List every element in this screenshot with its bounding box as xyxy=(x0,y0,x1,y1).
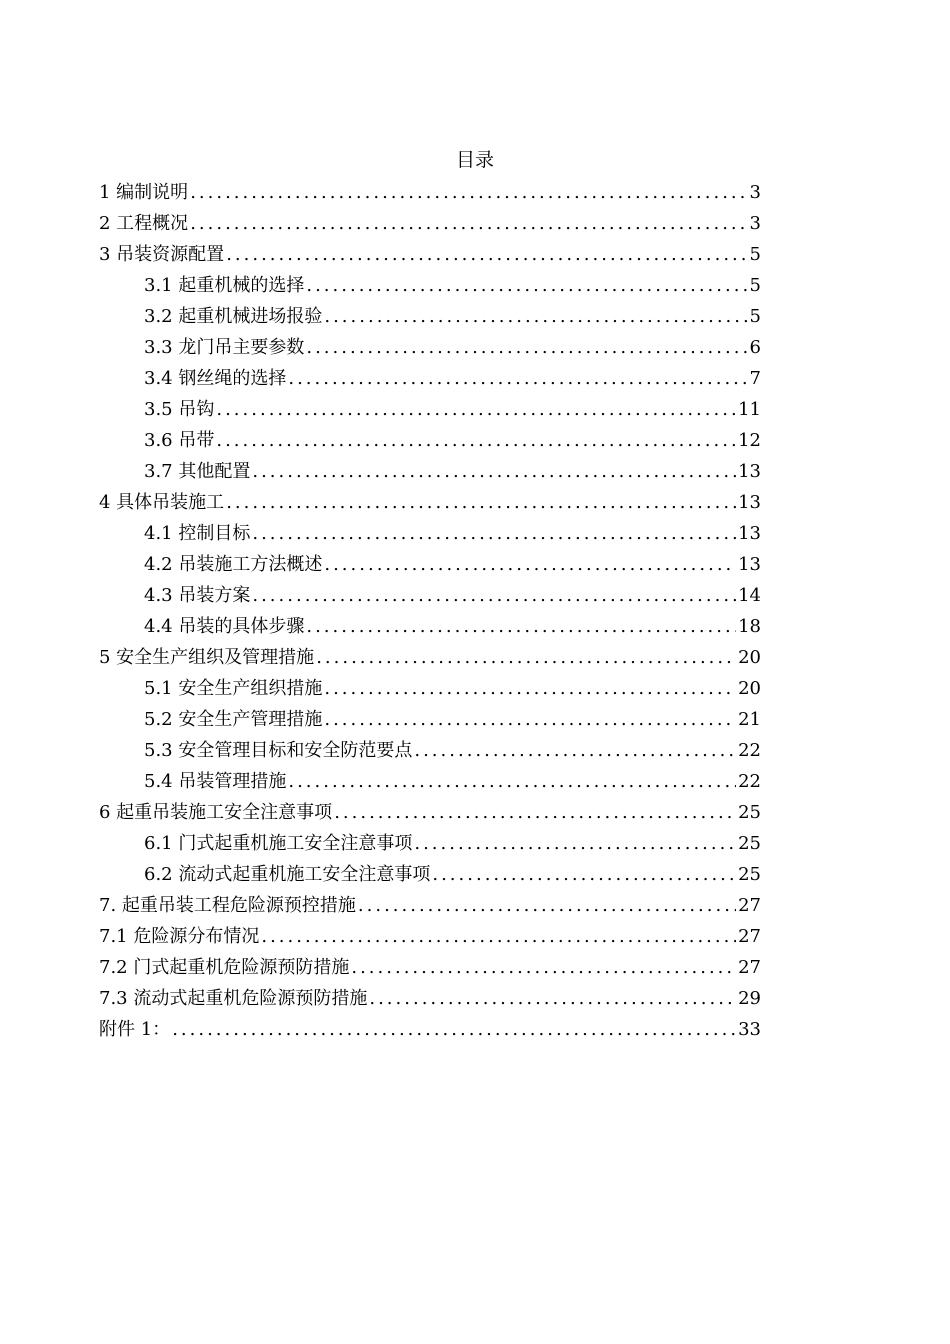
toc-entry-page-number: 13 xyxy=(738,554,761,575)
toc-dot-leader xyxy=(351,952,736,983)
toc-dot-leader xyxy=(252,580,736,611)
toc-entry-label: 6.1 门式起重机施工安全注意事项 xyxy=(144,833,413,854)
toc-entry[interactable] xyxy=(99,456,761,487)
toc-entry-page-number: 33 xyxy=(738,1019,761,1040)
toc-entry-page-number: 3 xyxy=(749,213,761,234)
toc-title: 目录 xyxy=(455,149,494,171)
toc-entry-label: 7. 起重吊装工程危险源预控措施 xyxy=(99,895,356,916)
toc-entry-page-number: 22 xyxy=(738,740,761,761)
toc-entry[interactable] xyxy=(99,301,761,332)
toc-dot-leader xyxy=(369,983,736,1014)
toc-entry-page-number: 7 xyxy=(749,368,761,389)
toc-entry-page-number: 13 xyxy=(738,492,761,513)
toc-entry-page-number: 5 xyxy=(749,244,761,265)
toc-entry-page-number: 25 xyxy=(738,802,761,823)
toc-dot-leader xyxy=(190,177,747,208)
toc-entry-page-number: 13 xyxy=(738,461,761,482)
toc-entry-page-number: 13 xyxy=(738,523,761,544)
toc-entry[interactable] xyxy=(99,518,761,549)
toc-entry-label: 4.3 吊装方案 xyxy=(144,585,251,606)
toc-entry-label: 4.1 控制目标 xyxy=(144,523,251,544)
toc-dot-leader xyxy=(261,921,736,952)
toc-dot-leader xyxy=(414,735,736,766)
toc-entry-label: 3.7 其他配置 xyxy=(144,461,251,482)
toc-entry-page-number: 27 xyxy=(738,926,761,947)
toc-entry-page-number: 20 xyxy=(738,678,761,699)
toc-entry[interactable] xyxy=(99,735,761,766)
toc-entry[interactable] xyxy=(99,394,761,425)
toc-entry-page-number: 14 xyxy=(738,585,761,606)
toc-entry-label: 附件 1： xyxy=(99,1019,171,1040)
toc-dot-leader xyxy=(172,1014,736,1045)
toc-entry-label: 3.1 起重机械的选择 xyxy=(144,275,305,296)
toc-entry-label: 5 安全生产组织及管理措施 xyxy=(99,647,315,668)
toc-entry-page-number: 27 xyxy=(738,957,761,978)
toc-dot-leader xyxy=(358,890,736,921)
toc-entry-label: 5.2 安全生产管理措施 xyxy=(144,709,323,730)
toc-entry-label: 7.1 危险源分布情况 xyxy=(99,926,260,947)
toc-entry[interactable] xyxy=(99,921,761,952)
toc-entry[interactable] xyxy=(99,208,761,239)
toc-entry[interactable] xyxy=(99,983,761,1014)
toc-entry-page-number: 25 xyxy=(738,833,761,854)
toc-entry-page-number: 22 xyxy=(738,771,761,792)
toc-dot-leader xyxy=(288,363,747,394)
toc-entry-label: 7.3 流动式起重机危险源预防措施 xyxy=(99,988,368,1009)
toc-entry-label: 4.2 吊装施工方法概述 xyxy=(144,554,323,575)
toc-entry[interactable] xyxy=(99,828,761,859)
toc-entry-page-number: 20 xyxy=(738,647,761,668)
toc-entry-label: 3.2 起重机械进场报验 xyxy=(144,306,323,327)
toc-entry-label: 5.4 吊装管理措施 xyxy=(144,771,287,792)
toc-entry-label: 3 吊装资源配置 xyxy=(99,244,225,265)
toc-entry[interactable] xyxy=(99,890,761,921)
toc-dot-leader xyxy=(324,301,747,332)
toc-entry-label: 2 工程概况 xyxy=(99,213,189,234)
toc-entry-page-number: 11 xyxy=(738,399,761,420)
toc-entry-page-number: 27 xyxy=(738,895,761,916)
toc-entry-page-number: 12 xyxy=(738,430,761,451)
toc-entry[interactable] xyxy=(99,797,761,828)
toc-entry-page-number: 18 xyxy=(738,616,761,637)
toc-dot-leader xyxy=(306,611,736,642)
toc-entry[interactable] xyxy=(99,549,761,580)
toc-entry-label: 6 起重吊装施工安全注意事项 xyxy=(99,802,333,823)
toc-entry[interactable] xyxy=(99,704,761,735)
toc-dot-leader xyxy=(324,704,736,735)
toc-entry-page-number: 6 xyxy=(749,337,761,358)
toc-entry-page-number: 5 xyxy=(749,275,761,296)
toc-entry-label: 5.1 安全生产组织措施 xyxy=(144,678,323,699)
toc-entry[interactable] xyxy=(99,332,761,363)
toc-dot-leader xyxy=(334,797,736,828)
toc-dot-leader xyxy=(414,828,736,859)
toc-dot-leader xyxy=(216,425,736,456)
toc-entry-label: 7.2 门式起重机危险源预防措施 xyxy=(99,957,350,978)
toc-entry[interactable] xyxy=(99,611,761,642)
toc-entry-label: 5.3 安全管理目标和安全防范要点 xyxy=(144,740,413,761)
toc-entry[interactable] xyxy=(99,859,761,890)
toc-dot-leader xyxy=(190,208,747,239)
toc-entry-page-number: 3 xyxy=(749,182,761,203)
toc-entry-label: 3.4 钢丝绳的选择 xyxy=(144,368,287,389)
toc-entry-label: 4 具体吊装施工 xyxy=(99,492,225,513)
toc-entry-page-number: 21 xyxy=(738,709,761,730)
toc-entry-page-number: 25 xyxy=(738,864,761,885)
toc-dot-leader xyxy=(252,518,736,549)
toc-entry-label: 4.4 吊装的具体步骤 xyxy=(144,616,305,637)
toc-entry[interactable] xyxy=(99,1014,761,1045)
toc-dot-leader xyxy=(252,456,736,487)
toc-dot-leader xyxy=(324,549,736,580)
toc-entry-label: 6.2 流动式起重机施工安全注意事项 xyxy=(144,864,431,885)
toc-entry[interactable] xyxy=(99,239,761,270)
toc-entry[interactable] xyxy=(99,673,761,704)
toc-dot-leader xyxy=(216,394,736,425)
toc-entry-label: 3.6 吊带 xyxy=(144,430,215,451)
toc-entry[interactable] xyxy=(99,580,761,611)
toc-dot-leader xyxy=(226,239,747,270)
toc-entry-page-number: 5 xyxy=(749,306,761,327)
toc-entry-page-number: 29 xyxy=(738,988,761,1009)
toc-entry-label: 1 编制说明 xyxy=(99,182,189,203)
toc-entry[interactable] xyxy=(99,642,761,673)
table-of-contents xyxy=(99,177,761,1045)
toc-dot-leader xyxy=(324,673,736,704)
toc-dot-leader xyxy=(226,487,736,518)
toc-dot-leader xyxy=(306,270,747,301)
toc-entry[interactable] xyxy=(99,766,761,797)
toc-entry-label: 3.3 龙门吊主要参数 xyxy=(144,337,305,358)
toc-dot-leader xyxy=(432,859,736,890)
toc-entry[interactable] xyxy=(99,363,761,394)
toc-entry[interactable] xyxy=(99,952,761,983)
toc-entry[interactable] xyxy=(99,425,761,456)
toc-dot-leader xyxy=(316,642,736,673)
toc-dot-leader xyxy=(306,332,747,363)
toc-dot-leader xyxy=(288,766,736,797)
toc-entry[interactable] xyxy=(99,487,761,518)
toc-entry[interactable] xyxy=(99,177,761,208)
toc-entry-label: 3.5 吊钩 xyxy=(144,399,215,420)
toc-entry[interactable] xyxy=(99,270,761,301)
